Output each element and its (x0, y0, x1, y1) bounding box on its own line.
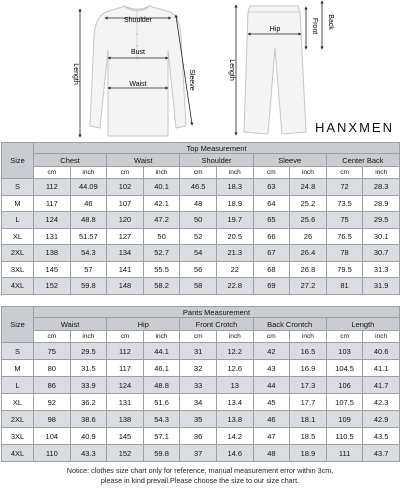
top-table-title: Top Measurement (34, 143, 400, 154)
table-row (2, 179, 400, 196)
pants-value-cell: 110.5 (326, 428, 363, 445)
top-value-cell: 145 (34, 261, 71, 278)
top-size-cell: 4XL (2, 278, 34, 295)
pants-value-cell: 51.6 (143, 394, 180, 411)
top-value-cell: 81 (326, 278, 363, 295)
pants-unit-header: cm (107, 331, 144, 343)
pants-value-cell: 106 (326, 377, 363, 394)
top-value-cell: 102 (107, 179, 144, 196)
pants-back-label: Back (327, 14, 334, 30)
pants-value-cell: 92 (34, 394, 71, 411)
shirt-waist-label: Waist (129, 81, 147, 88)
pants-value-cell: 14.6 (216, 445, 253, 462)
pants-value-cell: 46.1 (143, 360, 180, 377)
top-value-cell: 52.7 (143, 245, 180, 262)
pants-header-length: Length (326, 318, 399, 331)
shirt-figure (80, 6, 192, 136)
pants-value-cell: 29.5 (70, 343, 107, 360)
pants-value-cell: 111 (326, 445, 363, 462)
pants-value-cell: 124 (107, 377, 144, 394)
top-size-cell: XL (2, 228, 34, 245)
pants-value-cell: 75 (34, 343, 71, 360)
pants-header-back-crotch: Back Crontch (253, 318, 326, 331)
pants-value-cell: 44 (253, 377, 290, 394)
pants-value-cell: 35 (180, 411, 217, 428)
pants-value-cell: 13 (216, 377, 253, 394)
top-value-cell: 48.8 (70, 212, 107, 229)
top-size-cell: M (2, 195, 34, 212)
pants-value-cell: 16.5 (290, 343, 327, 360)
pants-value-cell: 47 (253, 428, 290, 445)
pants-value-cell: 18.1 (290, 411, 327, 428)
top-value-cell: 30.1 (363, 228, 400, 245)
table-row (2, 212, 400, 229)
pants-size-cell: S (2, 343, 34, 360)
pants-value-cell: 36 (180, 428, 217, 445)
pants-value-cell: 43.5 (363, 428, 400, 445)
pants-hip-label: Hip (269, 26, 281, 33)
pants-unit-header: inch (70, 331, 107, 343)
top-value-cell: 46 (70, 195, 107, 212)
pants-value-cell: 45 (253, 394, 290, 411)
top-header-waist: Waist (107, 154, 180, 167)
pants-header-front-crotch: Front Crotch (180, 318, 253, 331)
top-value-cell: 57 (70, 261, 107, 278)
top-value-cell: 26.8 (290, 261, 327, 278)
pants-value-cell: 17.7 (290, 394, 327, 411)
pants-value-cell: 104 (34, 428, 71, 445)
top-value-cell: 24.8 (290, 179, 327, 196)
top-value-cell: 31.3 (363, 261, 400, 278)
top-value-cell: 42.1 (143, 195, 180, 212)
top-value-cell: 124 (34, 212, 71, 229)
pants-value-cell: 44.1 (143, 343, 180, 360)
table-row (2, 377, 400, 394)
top-value-cell: 72 (326, 179, 363, 196)
top-value-cell: 30.7 (363, 245, 400, 262)
top-value-cell: 73.5 (326, 195, 363, 212)
pants-size-cell: 4XL (2, 445, 34, 462)
pants-measurement-table (1, 306, 399, 462)
top-unit-header: inch (70, 167, 107, 179)
top-size-cell: 2XL (2, 245, 34, 262)
pants-value-cell: 43.7 (363, 445, 400, 462)
pants-unit-header: cm (180, 331, 217, 343)
top-value-cell: 54.3 (70, 245, 107, 262)
top-value-cell: 26 (290, 228, 327, 245)
pants-value-cell: 145 (107, 428, 144, 445)
pants-unit-header: cm (253, 331, 290, 343)
top-value-cell: 44.09 (70, 179, 107, 196)
top-value-cell: 28.3 (363, 179, 400, 196)
top-value-cell: 138 (34, 245, 71, 262)
top-value-cell: 131 (34, 228, 71, 245)
table-row (2, 445, 400, 462)
pants-size-cell: XL (2, 394, 34, 411)
shirt-length-label: Length (72, 63, 79, 85)
pants-value-cell: 152 (107, 445, 144, 462)
top-unit-header: inch (290, 167, 327, 179)
top-value-cell: 69 (253, 278, 290, 295)
pants-value-cell: 31 (180, 343, 217, 360)
shirt-bust-label: Bust (130, 49, 146, 56)
top-value-cell: 48 (180, 195, 217, 212)
table-row (2, 245, 400, 262)
pants-value-cell: 54.3 (143, 411, 180, 428)
pants-value-cell: 13.8 (216, 411, 253, 428)
pants-value-cell: 59.8 (143, 445, 180, 462)
pants-value-cell: 48.8 (143, 377, 180, 394)
top-value-cell: 127 (107, 228, 144, 245)
pants-size-cell: L (2, 377, 34, 394)
pants-value-cell: 41.1 (363, 360, 400, 377)
top-value-cell: 55.5 (143, 261, 180, 278)
table-row (2, 411, 400, 428)
pants-value-cell: 17.3 (290, 377, 327, 394)
top-value-cell: 18.9 (216, 195, 253, 212)
pants-value-cell: 117 (107, 360, 144, 377)
top-value-cell: 22.8 (216, 278, 253, 295)
top-value-cell: 78 (326, 245, 363, 262)
notice-line-1: Notice: clothes size chart only for reference, manual measurement error within 3cm, (66, 466, 334, 475)
pants-value-cell: 46 (253, 411, 290, 428)
pants-value-cell: 34 (180, 394, 217, 411)
top-value-cell: 51.57 (70, 228, 107, 245)
top-value-cell: 112 (34, 179, 71, 196)
top-size-cell: S (2, 179, 34, 196)
top-value-cell: 56 (180, 261, 217, 278)
top-value-cell: 58 (180, 278, 217, 295)
top-unit-header: inch (216, 167, 253, 179)
top-value-cell: 120 (107, 212, 144, 229)
pants-value-cell: 138 (107, 411, 144, 428)
pants-value-cell: 42.3 (363, 394, 400, 411)
top-value-cell: 50 (180, 212, 217, 229)
pants-header-waist: Waist (34, 318, 107, 331)
table-row (2, 343, 400, 360)
pants-value-cell: 33.9 (70, 377, 107, 394)
pants-value-cell: 42.9 (363, 411, 400, 428)
pants-value-cell: 104.5 (326, 360, 363, 377)
top-value-cell: 31.9 (363, 278, 400, 295)
pants-value-cell: 57.1 (143, 428, 180, 445)
top-value-cell: 19.7 (216, 212, 253, 229)
top-value-cell: 46.5 (180, 179, 217, 196)
top-value-cell: 134 (107, 245, 144, 262)
top-value-cell: 107 (107, 195, 144, 212)
top-value-cell: 47.2 (143, 212, 180, 229)
pants-value-cell: 18.9 (290, 445, 327, 462)
top-value-cell: 67 (253, 245, 290, 262)
shirt-sleeve-label: Sleeve (188, 69, 195, 91)
top-value-cell: 25.6 (290, 212, 327, 229)
pants-unit-header: inch (290, 331, 327, 343)
pants-value-cell: 40.6 (363, 343, 400, 360)
top-unit-header: inch (143, 167, 180, 179)
top-value-cell: 68 (253, 261, 290, 278)
top-value-cell: 79.5 (326, 261, 363, 278)
pants-value-cell: 43.3 (70, 445, 107, 462)
top-value-cell: 40.1 (143, 179, 180, 196)
pants-front-label: Front (311, 17, 318, 35)
notice-line-2: please in kind prevail.Please choose the size to our size chart. (100, 476, 300, 485)
pants-value-cell: 41.7 (363, 377, 400, 394)
top-value-cell: 25.2 (290, 195, 327, 212)
top-value-cell: 76.5 (326, 228, 363, 245)
pants-unit-header: inch (216, 331, 253, 343)
top-value-cell: 117 (34, 195, 71, 212)
top-value-cell: 58.2 (143, 278, 180, 295)
pants-value-cell: 32 (180, 360, 217, 377)
top-value-cell: 50 (143, 228, 180, 245)
top-header-sleeve: Sleeve (253, 154, 326, 167)
pants-value-cell: 103 (326, 343, 363, 360)
top-header-center-back: Center Back (326, 154, 399, 167)
pants-value-cell: 12.6 (216, 360, 253, 377)
table-row (2, 278, 400, 295)
pants-value-cell: 31.5 (70, 360, 107, 377)
top-value-cell: 18.3 (216, 179, 253, 196)
top-measurement-table (1, 142, 399, 295)
top-value-cell: 63 (253, 179, 290, 196)
top-unit-header: cm (253, 167, 290, 179)
pants-value-cell: 80 (34, 360, 71, 377)
pants-value-cell: 86 (34, 377, 71, 394)
garment-figures (0, 0, 400, 140)
top-size-cell: L (2, 212, 34, 229)
pants-size-header: Size (2, 307, 34, 343)
top-size-header: Size (2, 143, 34, 179)
pants-value-cell: 98 (34, 411, 71, 428)
top-unit-header: cm (34, 167, 71, 179)
pants-value-cell: 109 (326, 411, 363, 428)
pants-unit-header: inch (143, 331, 180, 343)
table-row (2, 360, 400, 377)
top-unit-header: cm (107, 167, 144, 179)
pants-size-cell: 2XL (2, 411, 34, 428)
pants-value-cell: 12.2 (216, 343, 253, 360)
top-value-cell: 27.2 (290, 278, 327, 295)
pants-value-cell: 40.9 (70, 428, 107, 445)
pants-length-label: Length (228, 59, 235, 81)
top-value-cell: 20.5 (216, 228, 253, 245)
table-row (2, 394, 400, 411)
top-value-cell: 141 (107, 261, 144, 278)
top-value-cell: 21.3 (216, 245, 253, 262)
top-size-cell: 3XL (2, 261, 34, 278)
pants-value-cell: 37 (180, 445, 217, 462)
top-value-cell: 52 (180, 228, 217, 245)
pants-unit-header: inch (363, 331, 400, 343)
top-unit-header: cm (326, 167, 363, 179)
pants-figure (236, 2, 322, 134)
pants-unit-header: cm (34, 331, 71, 343)
table-row (2, 261, 400, 278)
top-value-cell: 64 (253, 195, 290, 212)
top-header-shoulder: Shoulder (180, 154, 253, 167)
top-value-cell: 26.4 (290, 245, 327, 262)
pants-value-cell: 48 (253, 445, 290, 462)
top-value-cell: 29.5 (363, 212, 400, 229)
pants-value-cell: 131 (107, 394, 144, 411)
table-row (2, 428, 400, 445)
notice-text (0, 466, 400, 486)
top-unit-header: cm (180, 167, 217, 179)
pants-table-title: Pants Measurement (34, 307, 400, 318)
pants-size-cell: M (2, 360, 34, 377)
pants-value-cell: 42 (253, 343, 290, 360)
top-value-cell: 59.8 (70, 278, 107, 295)
top-value-cell: 152 (34, 278, 71, 295)
pants-value-cell: 110 (34, 445, 71, 462)
pants-value-cell: 18.5 (290, 428, 327, 445)
top-value-cell: 75 (326, 212, 363, 229)
pants-value-cell: 107.5 (326, 394, 363, 411)
pants-unit-header: cm (326, 331, 363, 343)
pants-value-cell: 13.4 (216, 394, 253, 411)
top-value-cell: 65 (253, 212, 290, 229)
pants-value-cell: 38.6 (70, 411, 107, 428)
top-header-chest: Chest (34, 154, 107, 167)
top-value-cell: 54 (180, 245, 217, 262)
table-row (2, 195, 400, 212)
shirt-shoulder-label: Shoulder (123, 17, 153, 24)
top-value-cell: 22 (216, 261, 253, 278)
table-row (2, 228, 400, 245)
pants-value-cell: 14.2 (216, 428, 253, 445)
pants-value-cell: 36.2 (70, 394, 107, 411)
brand-logo: HANXMEN (314, 120, 394, 135)
pants-header-hip: Hip (107, 318, 180, 331)
pants-value-cell: 43 (253, 360, 290, 377)
pants-value-cell: 33 (180, 377, 217, 394)
pants-value-cell: 112 (107, 343, 144, 360)
pants-size-cell: 3XL (2, 428, 34, 445)
top-value-cell: 66 (253, 228, 290, 245)
top-value-cell: 148 (107, 278, 144, 295)
top-unit-header: inch (363, 167, 400, 179)
pants-value-cell: 16.9 (290, 360, 327, 377)
top-value-cell: 28.9 (363, 195, 400, 212)
